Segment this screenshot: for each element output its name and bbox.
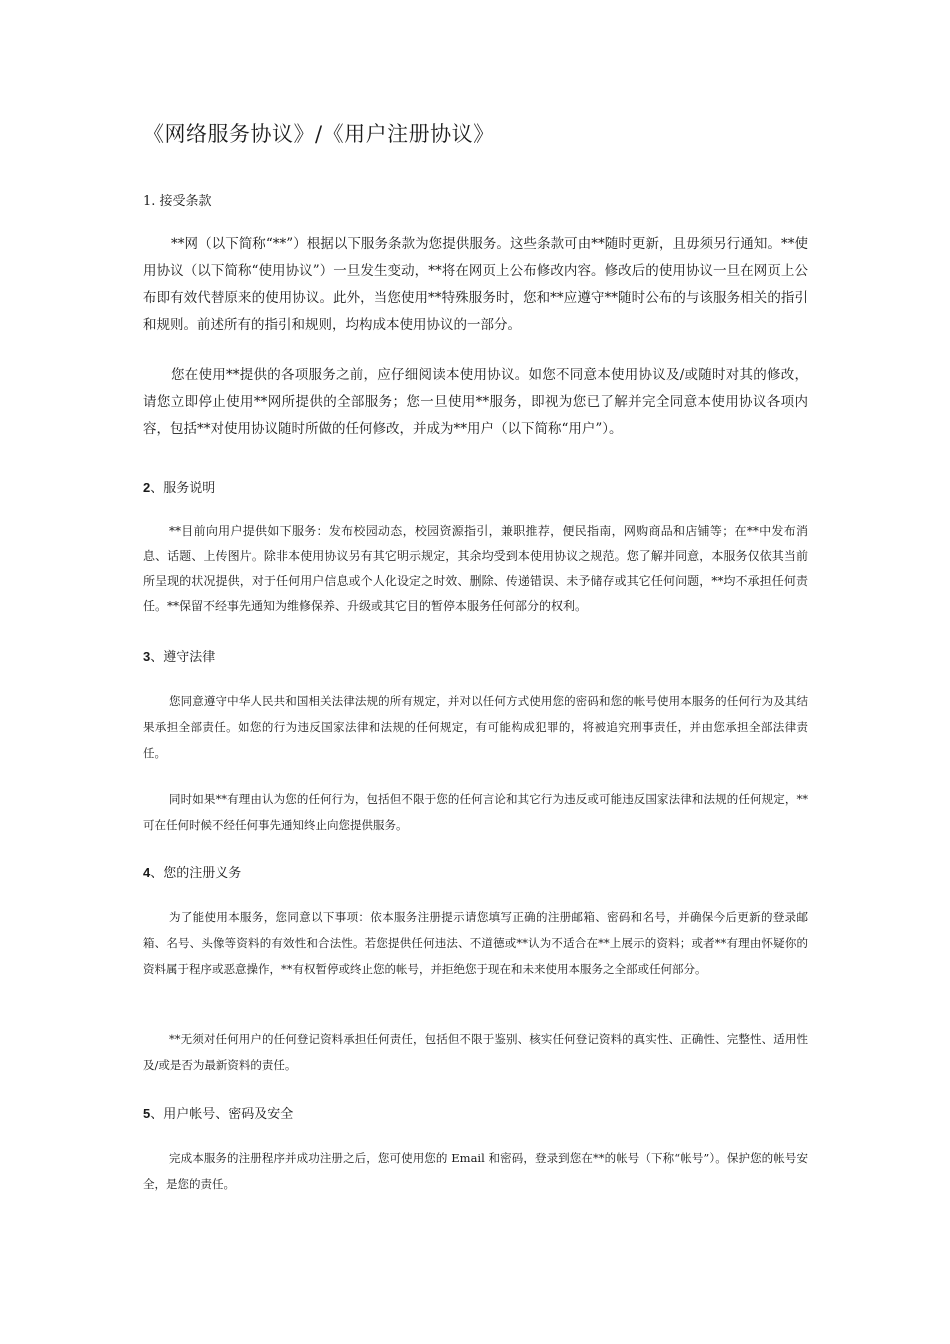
section-4-paragraph-2: **无须对任何用户的任何登记资料承担任何责任，包括但不限于鉴别、核实任何登记资料的真实性、正确性、完整性、适用性及/或是否为最新资料的责任。 bbox=[143, 1032, 808, 1072]
section-number: 1. bbox=[143, 194, 156, 209]
section-3-paragraph-2: 同时如果**有理由认为您的任何行为，包括但不限于您的任何言论和其它行为违反或可能违反国家法律和法规的任何规定，**可在任何时候不经任何事先通知终止向您提供服务。 bbox=[143, 792, 808, 832]
section-number: 5 bbox=[143, 1106, 151, 1121]
section-number: 3 bbox=[143, 649, 151, 664]
section-title: 、您的注册义务 bbox=[150, 866, 242, 881]
section-5-paragraph-1: 完成本服务的注册程序并成功注册之后，您可使用您的 Email 和密码，登录到您在**的帐号（下称“帐号”）。保护您的帐号安全，是您的责任。 bbox=[143, 1151, 808, 1191]
section-2-paragraph-1: **目前向用户提供如下服务：发布校园动态，校园资源指引，兼职推荐，便民指南，网购商品和店铺等；在**中发布消息、话题、上传图片。除非本使用协议另有其它明示规定，其余均受到本使用协议之规范。您了解并同意，本服务仅依其当前所呈现的状况提供，对于任何用户信息或个人化设定之时效、删除、传递错误、未予储存或其它任何问题，**均不承担任何责任。**保留不经事先通知为维修保养、升级或其它目的暂停本服务任何部分的权利。 bbox=[143, 524, 808, 613]
section-title: 、遵守法律 bbox=[150, 650, 216, 665]
section-title: 接受条款 bbox=[159, 194, 212, 209]
section-number: 4 bbox=[143, 865, 151, 880]
section-1-paragraph-2: 您在使用**提供的各项服务之前，应仔细阅读本使用协议。如您不同意本使用协议及/或随时对其的修改，请您立即停止使用**网所提供的全部服务；您一旦使用**服务，即视为您已了解并完全同意本使用协议各项内容，包括**对使用协议随时所做的任何修改，并成为**用户（以下简称“用户”）。 bbox=[143, 367, 808, 437]
section-title: 、服务说明 bbox=[150, 481, 216, 496]
section-3-paragraph-1: 您同意遵守中华人民共和国相关法律法规的所有规定，并对以任何方式使用您的密码和您的帐号使用本服务的任何行为及其结果承担全部责任。如您的行为违反国家法律和法规的任何规定，有可能构成犯罪的，将被追究刑事责任，并由您承担全部法律责任。 bbox=[143, 694, 808, 760]
section-4-paragraph-1: 为了能使用本服务，您同意以下事项：依本服务注册提示请您填写正确的注册邮箱、密码和名号，并确保今后更新的登录邮箱、名号、头像等资料的有效性和合法性。若您提供任何违法、不道德或**认为不适合在**上展示的资料；或者**有理由怀疑你的资料属于程序或恶意操作，**有权暂停或终止您的帐号，并拒绝您于现在和未来使用本服务之全部或任何部分。 bbox=[143, 910, 808, 976]
section-title: 、用户帐号、密码及安全 bbox=[150, 1107, 294, 1122]
section-number: 2 bbox=[143, 480, 151, 495]
section-heading-5 bbox=[143, 1103, 293, 1122]
section-heading-1 bbox=[143, 190, 212, 209]
document-title: 《网络服务协议》/《用户注册协议》 bbox=[143, 122, 495, 146]
section-heading-4 bbox=[143, 862, 241, 881]
section-heading-2 bbox=[143, 477, 215, 496]
section-1-paragraph-1: **网（以下简称“**”）根据以下服务条款为您提供服务。这些条款可由**随时更新，且毋须另行通知。**使用协议（以下简称“使用协议”）一旦发生变动，**将在网页上公布修改内容。修改后的使用协议一旦在网页上公布即有效代替原来的使用协议。此外，当您使用**特殊服务时，您和**应遵守**随时公布的与该服务相关的指引和规则。前述所有的指引和规则，均构成本使用协议的一部分。 bbox=[143, 236, 808, 333]
section-heading-3 bbox=[143, 646, 215, 665]
